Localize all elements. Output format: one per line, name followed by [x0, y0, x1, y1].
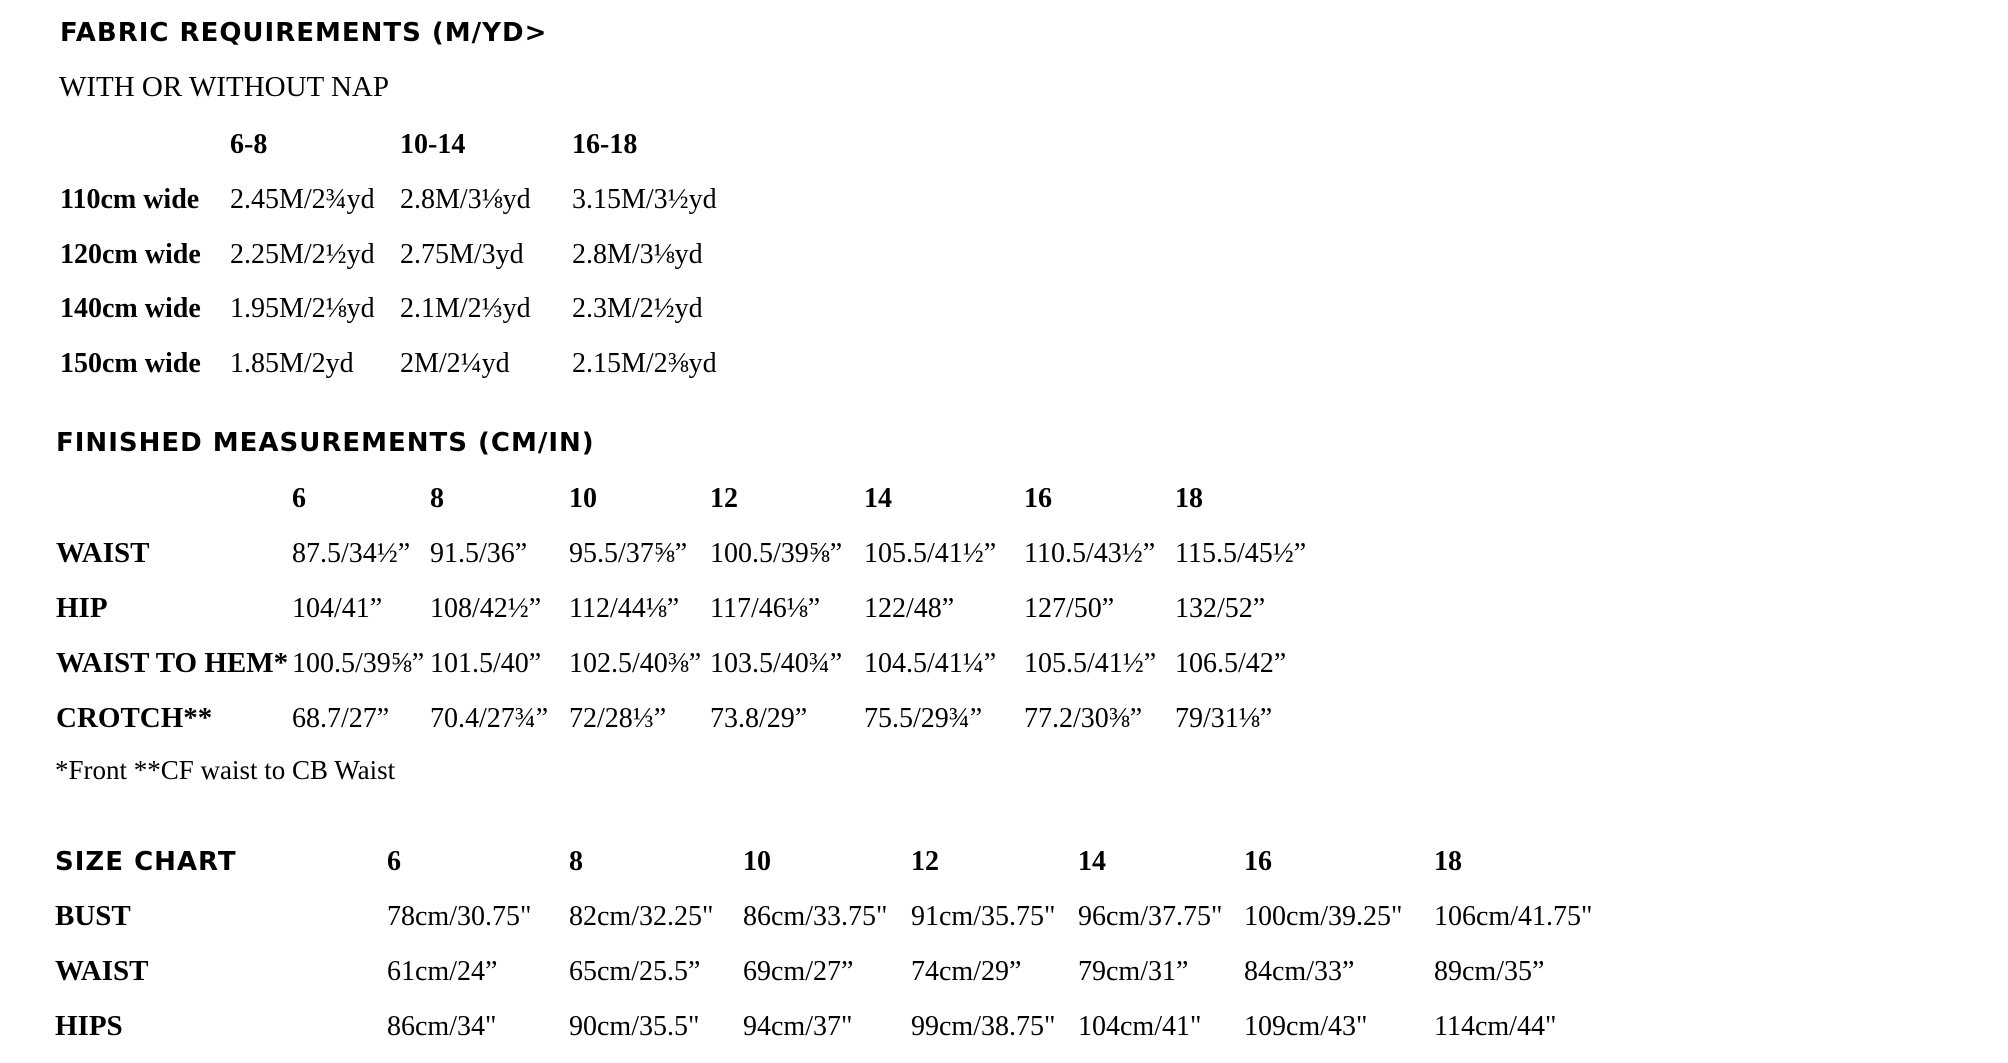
- finished-measurements-footnote: *Front **CF waist to CB Waist: [55, 755, 396, 785]
- size-chart-cell: 79cm/31”: [1078, 955, 1189, 987]
- finished-row: [56, 636, 1335, 691]
- fabric-requirements-subtitle: WITH OR WITHOUT NAP: [59, 71, 389, 103]
- finished-col-header: 18: [1175, 482, 1203, 514]
- finished-cell: 79/31⅛”: [1175, 702, 1273, 734]
- fabric-requirements-table: [60, 118, 732, 391]
- fabric-col-header: 6-8: [230, 129, 268, 160]
- finished-col-header: 6: [292, 482, 306, 514]
- fabric-cell: 2M/2¼yd: [400, 347, 510, 379]
- finished-row-label: CROTCH**: [56, 702, 213, 734]
- fabric-header-empty: [60, 118, 230, 172]
- size-chart-col-header: 18: [1434, 845, 1462, 877]
- finished-row: [56, 526, 1335, 581]
- size-chart-col-header: 6: [387, 845, 401, 877]
- finished-col-header: 10: [569, 482, 597, 514]
- finished-col-header: 8: [430, 482, 444, 514]
- size-chart-cell: 109cm/43": [1244, 1010, 1368, 1042]
- fabric-row: [60, 172, 732, 227]
- finished-cell: 122/48”: [864, 592, 955, 624]
- finished-row: [56, 691, 1335, 746]
- finished-header-empty: [56, 471, 292, 526]
- fabric-col-header: 16-18: [572, 129, 638, 160]
- size-chart-cell: 90cm/35.5": [569, 1010, 700, 1042]
- size-chart-cell: 86cm/33.75": [743, 900, 888, 932]
- size-chart-cell: 65cm/25.5”: [569, 955, 701, 987]
- size-chart-row-label: HIPS: [55, 1010, 123, 1042]
- size-chart-cell: 104cm/41": [1078, 1010, 1202, 1042]
- size-chart-cell: 114cm/44": [1434, 1010, 1557, 1042]
- size-chart-row: [55, 999, 1634, 1054]
- finished-cell: 100.5/39⅝”: [292, 647, 425, 679]
- fabric-cell: 2.1M/2⅓yd: [400, 293, 531, 324]
- finished-cell: 103.5/40¾”: [710, 647, 843, 679]
- finished-cell: 110.5/43½”: [1024, 537, 1156, 569]
- finished-row-label: WAIST TO HEM*: [56, 647, 289, 679]
- fabric-cell: 2.15M/2⅜yd: [572, 347, 717, 379]
- fabric-row-label: 150cm wide: [60, 347, 201, 379]
- size-chart-row-label: WAIST: [55, 955, 149, 987]
- finished-cell: 106.5/42”: [1175, 647, 1287, 679]
- fabric-cell: 3.15M/3½yd: [572, 183, 717, 215]
- finished-cell: 104.5/41¼”: [864, 647, 997, 679]
- size-chart-cell: 106cm/41.75": [1434, 900, 1593, 932]
- fabric-col-header: 10-14: [400, 129, 466, 160]
- size-chart-cell: 89cm/35”: [1434, 955, 1545, 987]
- size-chart-cell: 78cm/30.75": [387, 900, 532, 932]
- fabric-cell: 2.8M/3⅛yd: [572, 238, 703, 270]
- size-chart-cell: 74cm/29”: [911, 955, 1022, 987]
- fabric-cell: 2.8M/3⅛yd: [400, 183, 531, 215]
- size-chart-header-row: [55, 834, 1634, 889]
- fabric-cell: 1.85M/2yd: [230, 347, 354, 379]
- size-chart-cell: 99cm/38.75": [911, 1010, 1056, 1042]
- finished-cell: 87.5/34½”: [292, 537, 411, 569]
- finished-cell: 91.5/36”: [430, 537, 528, 569]
- finished-col-header: 16: [1024, 482, 1052, 514]
- size-chart-row: [55, 889, 1634, 944]
- fabric-row-label: 140cm wide: [60, 293, 201, 324]
- size-chart-col-header: 14: [1078, 845, 1106, 877]
- fabric-row: [60, 336, 732, 391]
- finished-cell: 101.5/40”: [430, 647, 542, 679]
- finished-row-label: WAIST: [56, 537, 150, 569]
- size-chart-cell: 69cm/27”: [743, 955, 854, 987]
- fabric-row: [60, 282, 732, 336]
- fabric-row-label: 110cm wide: [60, 183, 200, 215]
- finished-measurements-table: [56, 471, 1335, 746]
- finished-cell: 115.5/45½”: [1175, 537, 1307, 569]
- finished-cell: 105.5/41½”: [1024, 647, 1157, 679]
- finished-cell: 70.4/27¾”: [430, 702, 549, 734]
- size-chart-cell: 84cm/33”: [1244, 955, 1355, 987]
- finished-col-header: 14: [864, 482, 892, 514]
- fabric-row-label: 120cm wide: [60, 238, 201, 270]
- finished-cell: 108/42½”: [430, 592, 542, 624]
- size-chart-cell: 82cm/32.25": [569, 900, 714, 932]
- finished-row-label: HIP: [56, 592, 108, 624]
- finished-cell: 95.5/37⅝”: [569, 537, 688, 569]
- size-chart-cell: 86cm/34": [387, 1010, 497, 1042]
- fabric-cell: 2.45M/2¾yd: [230, 183, 375, 215]
- finished-header-row: [56, 471, 1335, 526]
- finished-cell: 100.5/39⅝”: [710, 537, 843, 569]
- finished-cell: 127/50”: [1024, 592, 1115, 624]
- size-chart-col-header: 10: [743, 845, 771, 877]
- size-chart-cell: 100cm/39.25": [1244, 900, 1403, 932]
- size-chart-col-header: 8: [569, 845, 583, 877]
- finished-cell: 112/44⅛”: [569, 592, 680, 624]
- finished-cell: 72/28⅓”: [569, 702, 667, 734]
- finished-cell: 73.8/29”: [710, 702, 808, 734]
- size-chart-col-header: 12: [911, 845, 939, 877]
- size-chart-title: SIZE CHART: [55, 846, 237, 877]
- size-chart-col-header: 16: [1244, 845, 1272, 877]
- size-chart-cell: 91cm/35.75": [911, 900, 1056, 932]
- finished-cell: 68.7/27”: [292, 702, 390, 734]
- size-chart-cell: 61cm/24”: [387, 955, 498, 987]
- finished-cell: 132/52”: [1175, 592, 1266, 624]
- finished-row: [56, 581, 1335, 636]
- fabric-cell: 1.95M/2⅛yd: [230, 293, 375, 324]
- finished-cell: 75.5/29¾”: [864, 702, 983, 734]
- finished-measurements-title: FINISHED MEASUREMENTS (CM/IN): [56, 428, 595, 458]
- fabric-cell: 2.75M/3yd: [400, 238, 524, 270]
- finished-cell: 104/41”: [292, 592, 383, 624]
- finished-cell: 102.5/40⅜”: [569, 647, 702, 679]
- fabric-row: [60, 227, 732, 282]
- size-chart-cell: 94cm/37": [743, 1010, 853, 1042]
- fabric-cell: 2.3M/2½yd: [572, 293, 703, 324]
- finished-col-header: 12: [710, 482, 738, 514]
- fabric-requirements-title: FABRIC REQUIREMENTS (M/YD>: [60, 18, 548, 48]
- fabric-header-row: [60, 118, 732, 172]
- finished-cell: 77.2/30⅜”: [1024, 702, 1143, 734]
- finished-cell: 105.5/41½”: [864, 537, 997, 569]
- fabric-cell: 2.25M/2½yd: [230, 238, 375, 270]
- size-chart-table: [55, 834, 1634, 1054]
- finished-cell: 117/46⅛”: [710, 592, 821, 624]
- size-chart-cell: 96cm/37.75": [1078, 900, 1223, 932]
- size-chart-row: [55, 944, 1634, 999]
- size-chart-row-label: BUST: [55, 900, 131, 932]
